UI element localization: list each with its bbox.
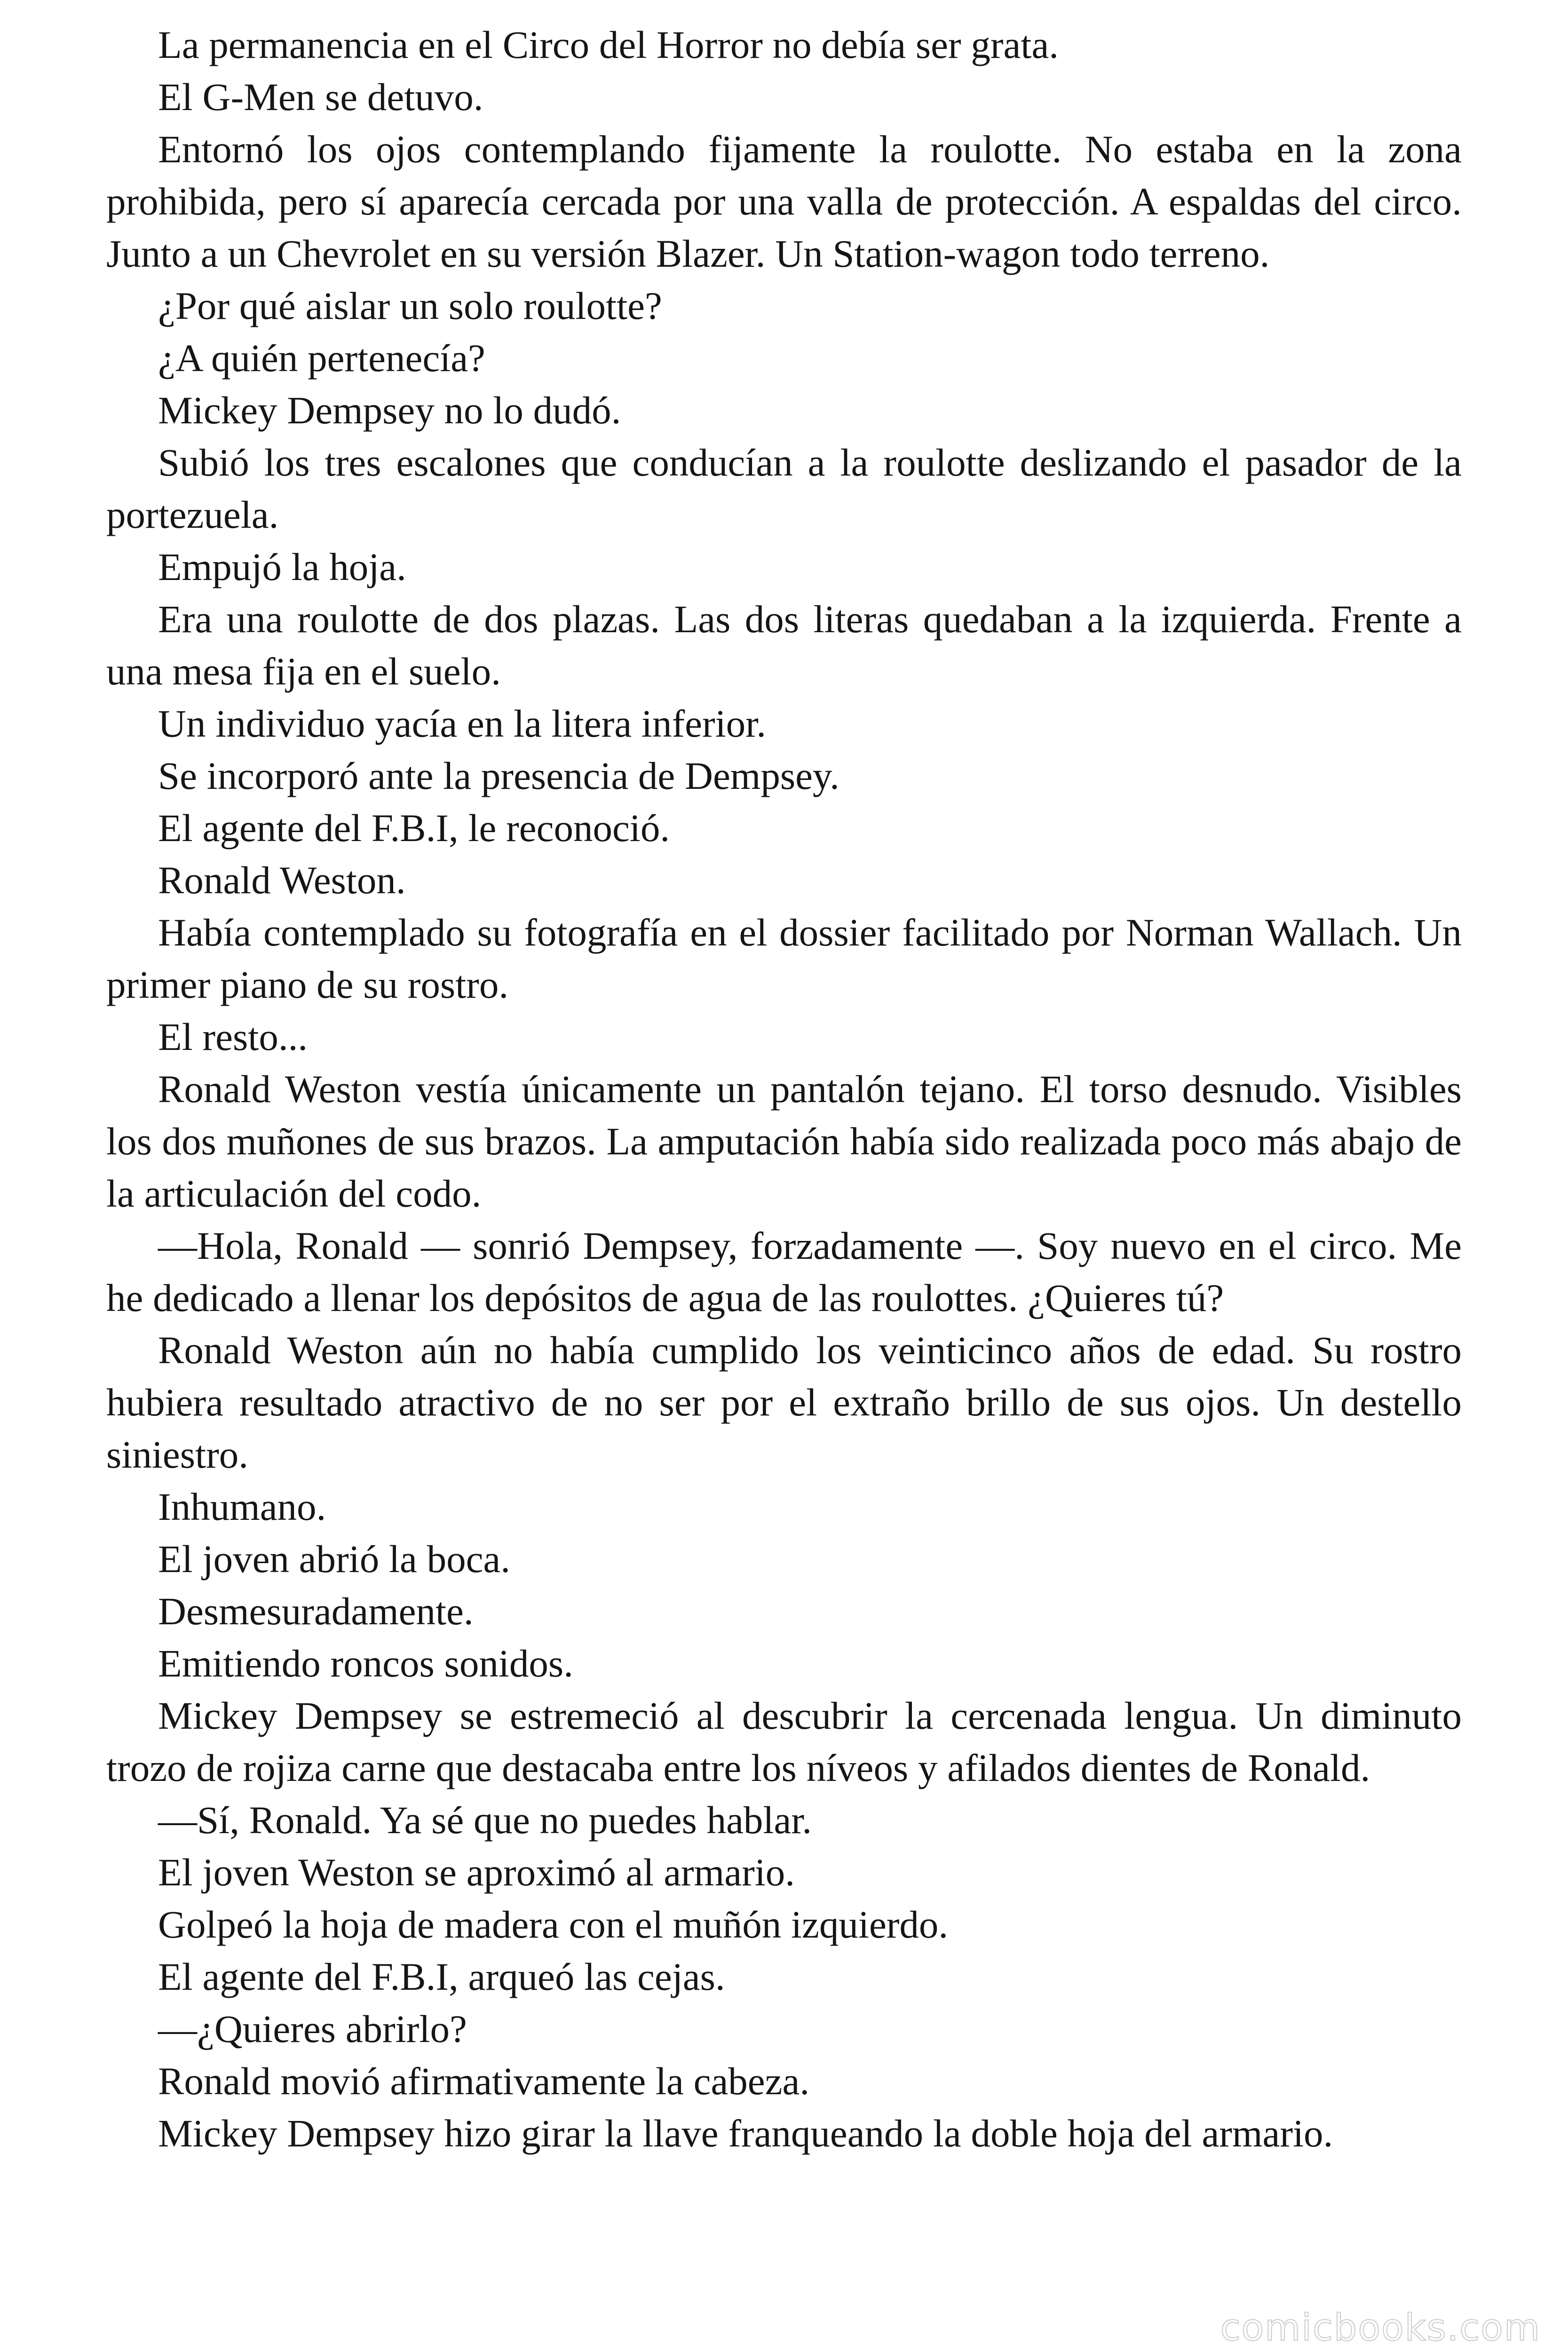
paragraph: Mickey Dempsey no lo dudó. <box>158 389 621 432</box>
paragraph: Se incorporó ante la presencia de Dempsey. <box>158 754 839 797</box>
paragraph: Ronald Weston vestía únicamente un pantalón tejano. El torso desnudo. Visibles los dos muñones de sus brazos. La amputación había sido realizada poco más abajo de la articulación del codo. <box>106 1067 1462 1215</box>
paragraph: Era una roulotte de dos plazas. Las dos literas quedaban a la izquierda. Frente a una mesa fija en el suelo. <box>106 597 1462 693</box>
paragraph: Subió los tres escalones que conducían a la roulotte deslizando el pasador de la portezuela. <box>106 441 1462 536</box>
paragraph: El resto... <box>158 1015 308 1058</box>
paragraph: ¿A quién pertenecía? <box>158 336 485 380</box>
paragraph: Ronald Weston. <box>158 858 406 902</box>
paragraph: Ronald Weston aún no había cumplido los veinticinco años de edad. Su rostro hubiera resultado atractivo de no ser por el extraño brillo de sus ojos. Un destello siniestro. <box>106 1328 1462 1476</box>
paragraph: Ronald movió afirmativamente la cabeza. <box>158 2059 810 2103</box>
paragraph: Mickey Dempsey se estremeció al descubrir la cercenada lengua. Un diminuto trozo de rojiza carne que destacaba entre los níveos y afilados dientes de Ronald. <box>106 1694 1462 1789</box>
paragraph: Empujó la hoja. <box>158 545 406 588</box>
paragraph: El agente del F.B.I, le reconoció. <box>158 806 670 850</box>
paragraph: El joven abrió la boca. <box>158 1537 511 1581</box>
paragraph: Emitiendo roncos sonidos. <box>158 1642 573 1685</box>
paragraph: Entornó los ojos contemplando fijamente la roulotte. No estaba en la zona prohibida, pero sí aparecía cercada por una valla de protección. A espaldas del circo. Junto a un Chevrolet en su versión Blazer. Un Station-wagon todo terreno. <box>106 127 1462 275</box>
paragraph: Inhumano. <box>158 1485 326 1528</box>
paragraph: Había contemplado su fotografía en el dossier facilitado por Norman Wallach. Un primer piano de su rostro. <box>106 911 1462 1006</box>
paragraph: Golpeó la hoja de madera con el muñón izquierdo. <box>158 1903 949 1946</box>
document-page <box>106 19 1462 2160</box>
watermark: comicbooks.com <box>1220 2307 1541 2349</box>
paragraph: El agente del F.B.I, arqueó las cejas. <box>158 1955 725 1998</box>
paragraph: Desmesuradamente. <box>158 1589 474 1633</box>
paragraph: —¿Quieres abrirlo? <box>158 2007 467 2050</box>
paragraph: El joven Weston se aproximó al armario. <box>158 1851 795 1894</box>
paragraph: —Hola, Ronald — sonrió Dempsey, forzadamente —. Soy nuevo en el circo. Me he dedicado a llenar los depósitos de agua de las roulottes. ¿Quieres tú? <box>106 1224 1462 1319</box>
paragraph: La permanencia en el Circo del Horror no debía ser grata. <box>158 23 1059 66</box>
paragraph: ¿Por qué aislar un solo roulotte? <box>158 284 662 327</box>
paragraph: El G-Men se detuvo. <box>158 75 483 119</box>
paragraph: Un individuo yacía en la litera inferior. <box>158 702 766 745</box>
paragraph: —Sí, Ronald. Ya sé que no puedes hablar. <box>158 1798 812 1842</box>
paragraph: Mickey Dempsey hizo girar la llave franqueando la doble hoja del armario. <box>158 2112 1333 2155</box>
